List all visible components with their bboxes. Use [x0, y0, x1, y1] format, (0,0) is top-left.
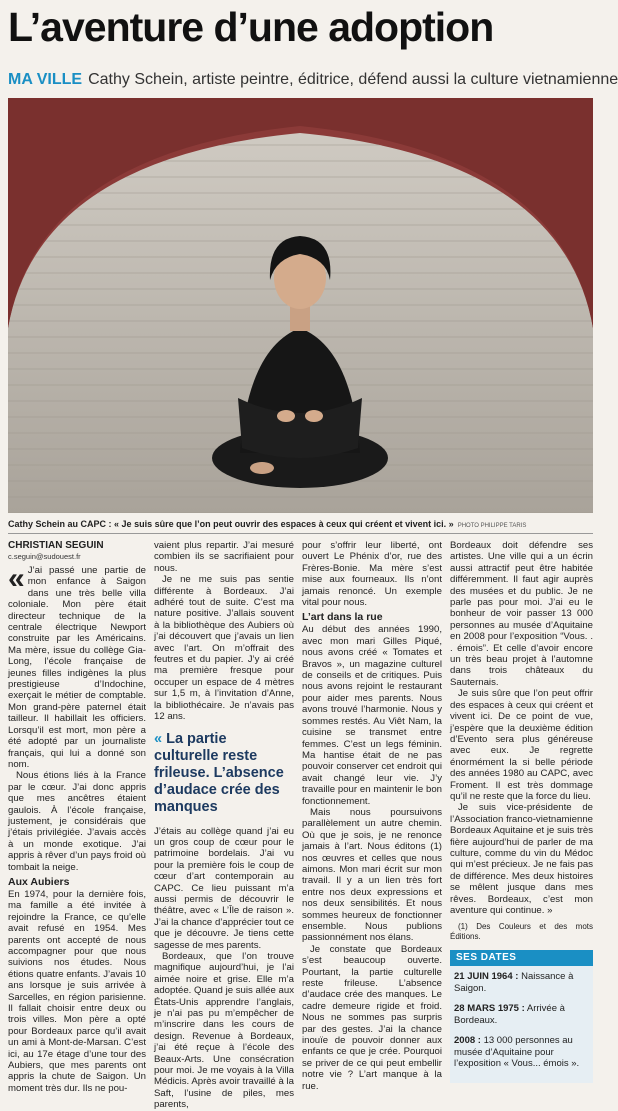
paragraph: Mais nous poursuivons parallèlement un autre chemin. Où que je sois, je ne renonce jamais à l’art. Nous éditons (1) nos œuvres et celles que nous aimons. Mon mari écrit sur mon travail. Il y a un lien très fort entre nos deux expressions et nos deux sensibilités. Et nous sommes heureux de fonctionner ensemble. Nous publions passionnément nos élans. [302, 806, 442, 944]
paragraph: Nous étions liés à la France par le cœur. J’ai donc appris que mes ancêtres étaient gaulois. À l’école française, justement, je considérais que j’étais privilégiée. J’avais accès à un monde exotique. J’ai appris à rêver d’un pays froid où tombait la neige. [8, 770, 146, 873]
paragraph: Je suis vice-présidente de l’Association franco-vietnamienne Bordeaux Aquitaine et je suis très fière aujourd’hui de parler de ma culture, comme du vin du Médoc qui m’est précieux. Je ne fais pas de différence. Mes deux histoires se mêlent jusque dans mes rêves. Bordeaux, c’est mon aventure qui continue. » [450, 802, 593, 916]
byline-author: CHRISTIAN SEGUIN [8, 540, 104, 551]
caption-name: Cathy Schein au CAPC : [8, 519, 112, 529]
photo-caption [8, 518, 593, 532]
paragraph: Je suis sûre que l’on peut offrir des espaces à ceux qui créent et vivent ici. De ce point de vue, j’espère que la deuxième édition d’Evento sera plus généreuse avec eux. Je regrette énormément la si belle période des années 1980 au CAPC, avec Froment. Il est très dommage qu’il ne reste que la force du lieu. [450, 688, 593, 802]
date-item: 2008 : 13 000 personnes au musée d’Aquitaine pour l’exposition « Vous... émois ». [454, 1035, 580, 1070]
paragraph: Bordeaux, que l’on trouve magnifique aujourd’hui, je l’ai aimée noire et grise. Elle m’a adoptée. Quand je suis allée aux États-Unis apprendre l’anglais, je n’ai pas pu m’empêcher de m’inscrire dans les cours de design. Revenue à Bordeaux, j’ai été reçue à l’école des Beaux-Arts. Une consécration pour moi. Je me voyais à la Villa Médicis. Après avoir travaillé à la Saft, l’usine de piles, mes parents, [154, 950, 294, 1111]
portrait-photo [8, 98, 593, 513]
pull-quote: « La partie culturelle reste frileuse. L’absence d’audace crée des manques [154, 730, 284, 815]
deck [8, 70, 618, 90]
paragraph: Je ne me suis pas sentie différente à Bordeaux. J’ai adhéré tout de suite. C’est ma nature positive. J’allais souvent à la bibliothèque des Aubiers où j’ai découvert que j’avais un lien avec l’art. On m’offrait des feutres et du papier. J’y ai créé ma première fresque pour occuper un espace de 4 mètres sur 1,5 m, à l’invitation d’Anne, la bibliothécaire. Je n’avais pas 12 ans. [154, 574, 294, 723]
subhead-aubiers: Aux Aubiers [8, 875, 70, 888]
byline-email: c.seguin@sudouest.fr [8, 552, 81, 561]
paragraph: J’étais au collège quand j’ai eu un gros coup de cœur pour le patrimoine bordelais. J’ai vu pour la première fois le coup de cœur d’art contemporain au CAPC. Ce lieu puissant m’a aussi permis de découvrir le théâtre, avec « L’Île de raison ». J’ai la chance d’apprécier tout ce que je découvre. Je tiens cette sagesse de mes parents. [154, 825, 294, 951]
paragraph: pour s’offrir leur liberté, ont ouvert Le Phénix d’or, rue des Frères-Bonie. Ma mère s’est mise aux fourneaux. Ils n’ont jamais renoncé. Un exemple vital pour nous. [302, 540, 442, 609]
column-1 [8, 540, 146, 1094]
headline: L’aventure d’une adoption [8, 4, 494, 50]
dates-box [450, 966, 593, 1083]
date-item: 28 MARS 1975 : Arrivée à Bordeaux. [454, 1003, 565, 1026]
paragraph: En 1974, pour la dernière fois, ma famille a été invitée à rejoindre la France, ce qu’elle avait refusé en 1954. Mes parents ont accepté de nous accompagner pour que nous suivions nos études. Nous étions quatre enfants. J’avais 10 ans lorsque je suis arrivée à Sarcelles, en région parisienne. Il fallait choisir entre deux ou trois villes. Mon père a opté pour Bordeaux parce qu’il avait un ami à Mont-de-Marsan. C’est ici, au 17e étage d’une tour des Aubiers, que mes parents ont appris la chute de Saigon. Un moment très dur. Ils ne pou- [8, 888, 146, 1094]
open-quote-icon: « [8, 562, 25, 595]
divider [8, 533, 593, 534]
column-3 [302, 540, 442, 1092]
column-4 [450, 540, 593, 1070]
date-item: 21 JUIN 1964 : Naissance à Saigon. [454, 971, 574, 994]
dates-header: SES DATES [450, 950, 593, 966]
photo-credit: PHOTO PHILIPPE TARIS [457, 523, 527, 529]
deck-text: Cathy Schein, artiste peintre, éditrice, défend aussi la culture vietnamienne [88, 71, 618, 88]
paragraph: « J’ai passé une partie de mon enfance à Saigon dans une très belle villa coloniale. Mon père était directeur technique de la centrale électrique Newport construite par les Américains. Ma mère, issue du collège Gia-Long, l’école française de jeunes filles indigènes la plus prestigieuse d’Indochine, exerçait le métier de comptable. Mon grand-père paternel était tailleur. Il habillait les officiers. Lorsqu’il est mort, mon père a été adopté par un journaliste français, qui lui a donné son nom. [8, 562, 146, 770]
caption-quote: « Je suis sûre que l’on peut ouvrir des espaces à ceux qui créent et vivent ici. » [114, 519, 454, 529]
subhead-art-rue: L’art dans la rue [302, 611, 383, 624]
paragraph: Au début des années 1990, avec mon mari Gilles Piqué, nous avons créé « Tomates et Bravos », un magazine culturel de conseils et de critiques. Puis nous avons rejoint le restaurant pour aider mes parents. Nous avons trouvé l’harmonie. Nous y sommes restés. Au Viêt Nam, la cuisine se transmet entre femmes. C’est un legs féminin. Ma hantise était de ne pas pouvoir conserver cet endroit qui avait changé leur vie. J’y travaille pour en maintenir le bon fonctionnement. [302, 624, 442, 807]
rubric: MA VILLE [8, 71, 83, 88]
paragraph: Je constate que Bordeaux s’est beaucoup ouverte. Pourtant, la partie culturelle reste frileuse. L’absence d’audace crée des manques. Le cadre demeure rigide et froid. Nous ne sommes pas surpris par des gestes. J’ai la chance inouïe de pouvoir donner aux enfants ce que je crée. Pourquoi se priver de ce qui peut embellir notre vie ? L’art manque à la rue. [302, 943, 442, 1092]
paragraph: Bordeaux doit défendre ses artistes. Une ville qui a un écrin aussi attractif peut être habitée différemment. Il faut agir auprès des musées et du public. Je ne parle pas pour moi. J’ai eu le bonheur de voir passer 13 000 personnes au musée d’Aquitaine en 2008 pour l’exposition “Vous. . . émois”. Et celle d’avoir encore un très beau projet à l’automne dans trois châteaux du Sauternais. [450, 540, 593, 688]
column-2 [154, 540, 294, 1111]
paragraph: vaient plus repartir. J’ai mesuré combien ils se sacrifiaient pour nous. [154, 540, 294, 574]
footnote: (1) Des Couleurs et des mots Éditions. [450, 922, 593, 942]
